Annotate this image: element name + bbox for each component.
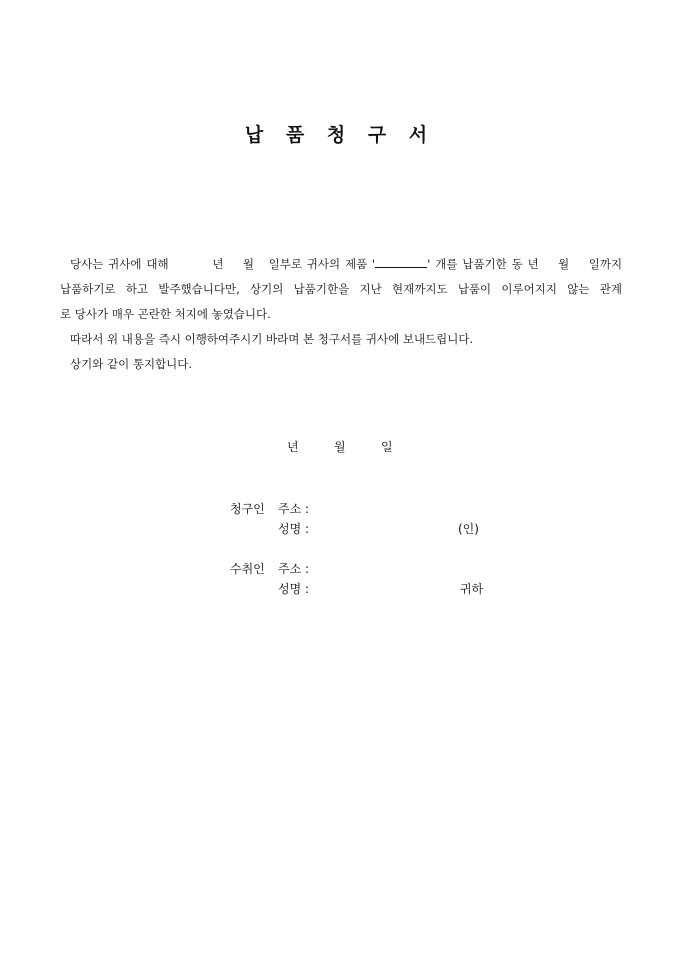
body-text (60, 252, 622, 377)
date-day-label: 일 (381, 440, 393, 454)
p1-month-label: 월 (242, 257, 255, 271)
recipient-name-label: 성명 : (278, 582, 310, 596)
claimant-address-label: 주소 : (278, 502, 310, 516)
paragraph-1-line-1 (60, 252, 622, 277)
p1-text-d: 일부로 귀사의 제품 ' (268, 257, 376, 271)
p1-text-e: ' 개를 납품기한 동 년 (427, 257, 539, 271)
recipient-role: 수취인 (230, 562, 265, 576)
paragraph-1-line-3: 로 당사가 매우 곤란한 처지에 놓였습니다. (60, 307, 271, 321)
paragraph-2: 따라서 위 내용을 즉시 이행하여주시기 바라며 본 청구서를 귀사에 보내드립니다. (70, 332, 474, 346)
claimant-seal: (인) (458, 522, 479, 536)
document-title: 납 품 청 구 서 (244, 124, 436, 146)
paragraph-3: 상기와 같이 통지합니다. (70, 357, 193, 371)
claimant-role: 청구인 (230, 502, 265, 516)
recipient-address-label: 주소 : (278, 562, 310, 576)
paragraph-1-line-2: 납품하기로 하고 발주했습니다만, 상기의 납품기한을 지난 현재까지도 납품이 이루어지지 않는 관계 (60, 282, 622, 296)
date-month-label: 월 (334, 440, 346, 454)
product-blank-line (375, 257, 427, 268)
claimant-name-label: 성명 : (278, 522, 310, 536)
p1-text-g: 일까지 (588, 257, 623, 271)
p1-year-label: 년 (212, 257, 224, 271)
p1-month-label-2: 월 (558, 257, 570, 271)
p1-text-a: 당사는 귀사에 대해 (70, 257, 169, 271)
date-year-label: 년 (287, 440, 299, 454)
recipient-honorific: 귀하 (460, 582, 484, 596)
